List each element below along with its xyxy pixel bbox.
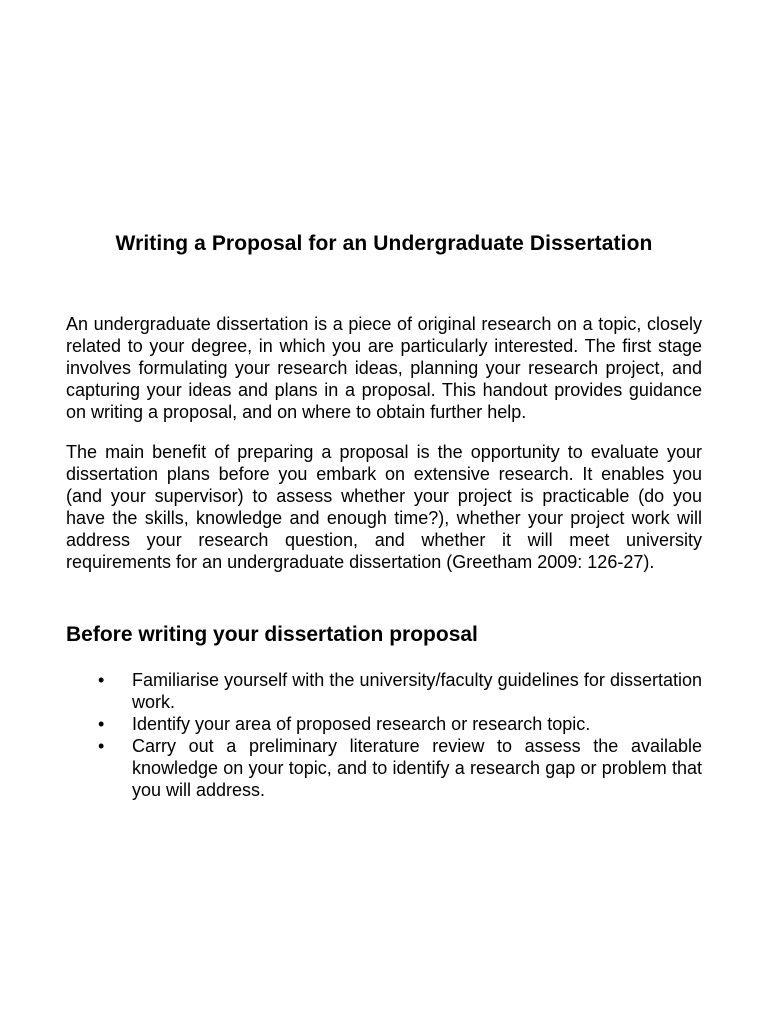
list-item: [66, 735, 702, 801]
bullet-icon: •: [98, 670, 105, 690]
list-item-text: Familiarise yourself with the university/faculty guidelines for dissertation work.: [132, 670, 702, 712]
list-item-text: Identify your area of proposed research or research topic.: [132, 714, 591, 734]
intro-paragraph: An undergraduate dissertation is a piece of original research on a topic, closely related to your degree, in which you are particularly interested. The first stage involves formulating your research ideas, planning your research project, and capturing your ideas and plans in a proposal. This handout provides guidance on writing a proposal, and on where to obtain further help.: [66, 314, 702, 422]
list-item-text: Carry out a preliminary literature review to assess the available knowledge on your topic, and to identify a research gap or problem that you will address.: [132, 736, 702, 800]
bullet-list: [66, 669, 702, 801]
bullet-icon: •: [98, 736, 105, 756]
list-item: [66, 669, 702, 713]
document-title: Writing a Proposal for an Undergraduate Dissertation: [115, 232, 653, 255]
document-page: [66, 229, 702, 801]
list-item: [66, 713, 702, 735]
section-heading: Before writing your dissertation proposal: [66, 623, 478, 646]
bullet-icon: •: [98, 714, 105, 734]
benefit-paragraph: The main benefit of preparing a proposal is the opportunity to evaluate your dissertation plans before you embark on extensive research. It enables you (and your supervisor) to assess whether your project is practicable (do you have the skills, knowledge and enough time?), whether your project work will address your research question, and whether it will meet university requirements for an undergraduate dissertation (Greetham 2009: 126-27).: [66, 442, 702, 572]
